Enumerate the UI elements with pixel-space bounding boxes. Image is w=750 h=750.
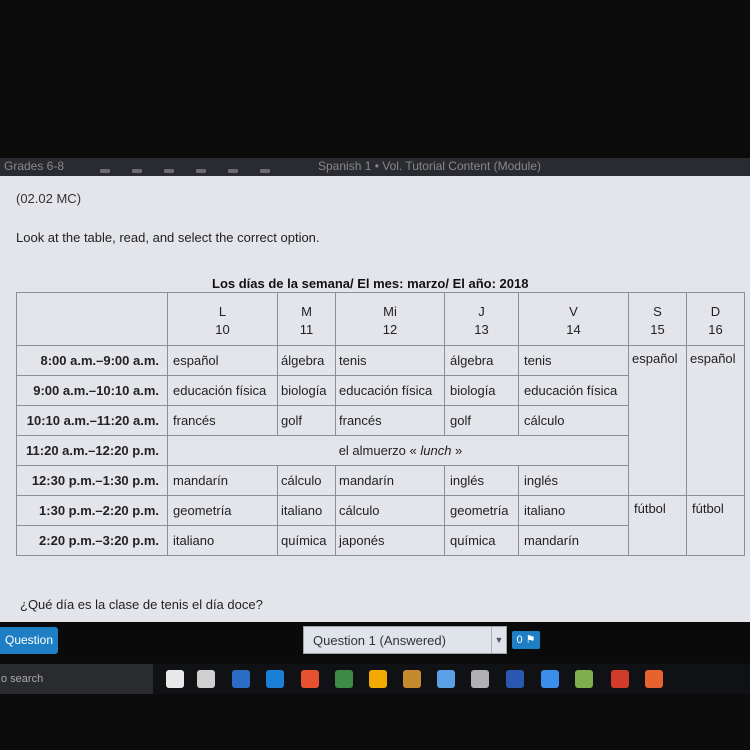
- taskbar-app-icon[interactable]: [541, 670, 559, 688]
- weekend-cell: español: [629, 346, 687, 496]
- class-cell: educación física: [519, 376, 629, 406]
- day-date: 15: [650, 322, 665, 337]
- question-button[interactable]: Question: [0, 627, 58, 654]
- day-header: [519, 293, 629, 346]
- chevron-down-icon: ▼: [491, 627, 506, 653]
- lunch-close: »: [451, 443, 463, 458]
- day-header: [629, 293, 687, 346]
- day-header: [445, 293, 519, 346]
- lunch-cell: [168, 436, 629, 466]
- taskbar-app-icon[interactable]: [506, 670, 524, 688]
- lunch-word: lunch: [420, 443, 452, 458]
- table-row: [17, 496, 745, 526]
- class-cell: cálculo: [336, 496, 445, 526]
- day-letter: J: [478, 304, 485, 319]
- time-cell: 8:00 a.m.–9:00 a.m.: [17, 346, 168, 376]
- taskbar-app-icon[interactable]: [471, 670, 489, 688]
- class-cell: geometría: [168, 496, 278, 526]
- time-cell: 9:00 a.m.–10:10 a.m.: [17, 376, 168, 406]
- taskbar-app-icon[interactable]: [166, 670, 184, 688]
- time-cell: 11:20 a.m.–12:20 p.m.: [17, 436, 168, 466]
- taskbar-app-icon[interactable]: [197, 670, 215, 688]
- class-cell: inglés: [445, 466, 519, 496]
- taskbar-app-icon[interactable]: [575, 670, 593, 688]
- class-cell: tenis: [336, 346, 445, 376]
- class-cell: química: [278, 526, 336, 556]
- table-title: Los días de la semana/ El mes: marzo/ El año: 2018: [212, 276, 529, 291]
- grade-label: Grades 6-8: [4, 159, 65, 173]
- class-cell: francés: [168, 406, 278, 436]
- class-cell: golf: [445, 406, 519, 436]
- question-code: (02.02 MC): [16, 191, 82, 206]
- day-letter: D: [710, 304, 721, 319]
- flag-icon: ⚑: [525, 634, 536, 646]
- class-cell: español: [168, 346, 278, 376]
- class-cell: mandarín: [519, 526, 629, 556]
- schedule-table: [16, 292, 745, 556]
- question-navigation: [0, 622, 750, 660]
- class-cell: francés: [336, 406, 445, 436]
- class-cell: biología: [445, 376, 519, 406]
- question-instruction: Look at the table, read, and select the correct option.: [16, 230, 320, 245]
- day-letter: Mi: [383, 304, 397, 319]
- taskbar-app-icon[interactable]: [645, 670, 663, 688]
- day-date: 13: [474, 322, 489, 337]
- taskbar-app-icon[interactable]: [611, 670, 629, 688]
- taskbar-app-icon[interactable]: [437, 670, 455, 688]
- taskbar-app-icon[interactable]: [266, 670, 284, 688]
- windows-taskbar: [0, 664, 750, 694]
- class-cell: geometría: [445, 496, 519, 526]
- day-header: [168, 293, 278, 346]
- weekend-cell: fútbol: [687, 496, 745, 556]
- course-title: Spanish 1 • Vol. Tutorial Content (Module): [318, 159, 541, 173]
- class-cell: golf: [278, 406, 336, 436]
- class-cell: tenis: [519, 346, 629, 376]
- class-cell: educación física: [168, 376, 278, 406]
- taskbar-app-icon[interactable]: [369, 670, 387, 688]
- day-date: 10: [215, 322, 230, 337]
- class-cell: química: [445, 526, 519, 556]
- day-date: 12: [382, 322, 398, 337]
- taskbar-app-icon[interactable]: [335, 670, 353, 688]
- class-cell: cálculo: [278, 466, 336, 496]
- class-cell: italiano: [519, 496, 629, 526]
- day-header: [278, 293, 336, 346]
- search-text: o search: [1, 673, 44, 685]
- table-row: [17, 346, 745, 376]
- time-cell: 10:10 a.m.–11:20 a.m.: [17, 406, 168, 436]
- day-date: 16: [708, 322, 723, 337]
- question-panel: [0, 176, 750, 622]
- day-letter: S: [653, 304, 662, 319]
- lunch-text: el almuerzo «: [338, 443, 421, 458]
- class-cell: japonés: [336, 526, 445, 556]
- table-corner: [17, 293, 168, 346]
- course-navigation-bar: [0, 158, 750, 176]
- day-letter: L: [218, 304, 227, 319]
- weekend-cell: español: [687, 346, 745, 496]
- flag-button[interactable]: [512, 631, 540, 649]
- question-select[interactable]: [303, 626, 507, 654]
- day-letter: M: [301, 304, 312, 319]
- class-cell: cálculo: [519, 406, 629, 436]
- class-cell: biología: [278, 376, 336, 406]
- time-cell: 2:20 p.m.–3:20 p.m.: [17, 526, 168, 556]
- day-date: 11: [299, 322, 314, 337]
- class-cell: álgebra: [445, 346, 519, 376]
- class-cell: mandarín: [168, 466, 278, 496]
- class-cell: italiano: [278, 496, 336, 526]
- class-cell: inglés: [519, 466, 629, 496]
- nav-dots[interactable]: [100, 162, 300, 170]
- class-cell: mandarín: [336, 466, 445, 496]
- taskbar-search[interactable]: [0, 664, 153, 694]
- day-header: [336, 293, 445, 346]
- time-cell: 1:30 p.m.–2:20 p.m.: [17, 496, 168, 526]
- flag-count: 0: [516, 634, 523, 646]
- question-text: ¿Qué día es la clase de tenis el día doce?: [20, 597, 263, 612]
- class-cell: álgebra: [278, 346, 336, 376]
- taskbar-app-icon[interactable]: [301, 670, 319, 688]
- taskbar-app-icon[interactable]: [232, 670, 250, 688]
- question-select-value: Question 1 (Answered): [313, 633, 446, 648]
- day-date: 14: [566, 322, 581, 337]
- time-cell: 12:30 p.m.–1:30 p.m.: [17, 466, 168, 496]
- class-cell: italiano: [168, 526, 278, 556]
- class-cell: educación física: [336, 376, 445, 406]
- day-header: [687, 293, 745, 346]
- taskbar-app-icon[interactable]: [403, 670, 421, 688]
- weekend-cell: fútbol: [629, 496, 687, 556]
- day-letter: V: [569, 304, 578, 319]
